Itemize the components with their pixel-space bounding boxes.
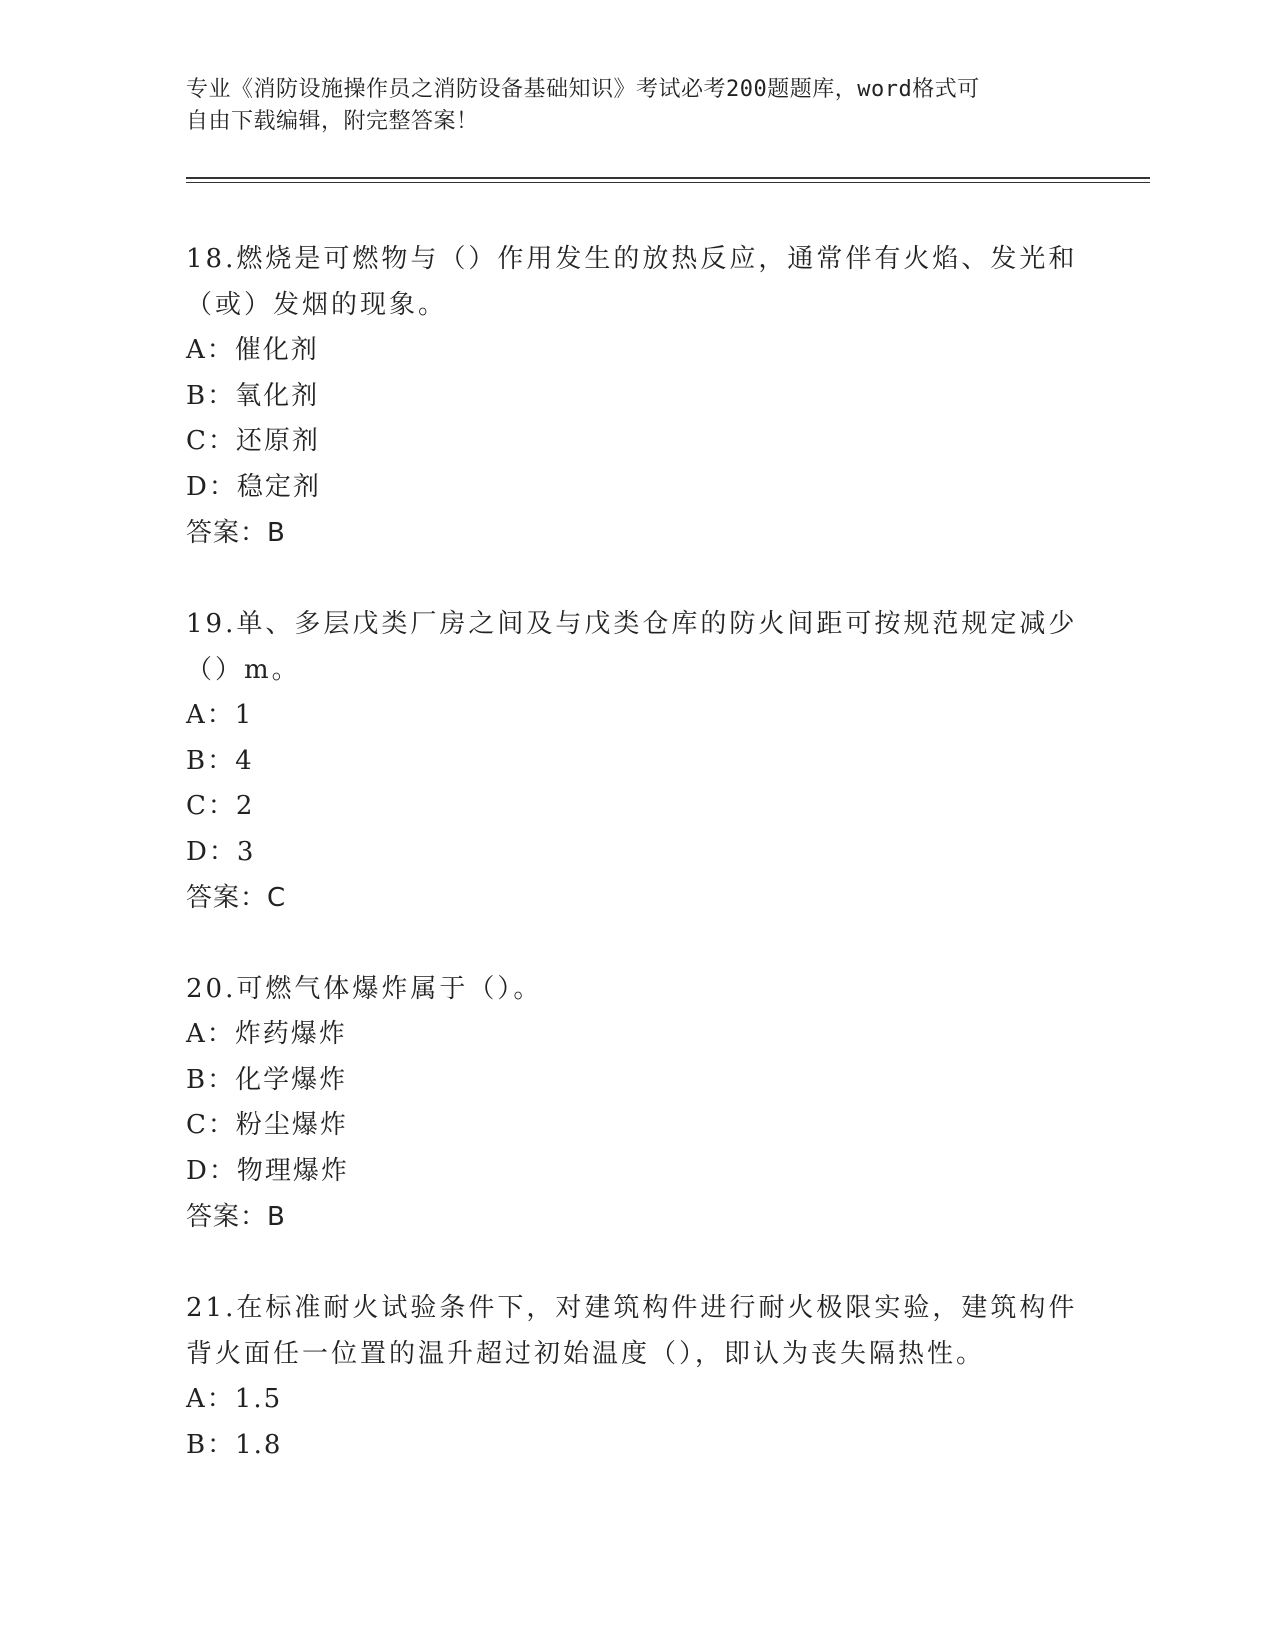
option-a: A：催化剂 [186, 335, 319, 365]
option-a: A：炸药爆炸 [186, 1019, 347, 1049]
option-c: C：粉尘爆炸 [186, 1110, 348, 1140]
option-a: A：1 [186, 700, 254, 730]
option-c: C：2 [186, 791, 255, 821]
question-block-21 [186, 1285, 1086, 1468]
header-divider-thin [186, 182, 1150, 183]
option-c: C：还原剂 [186, 426, 320, 456]
question-text: 19.单、多层戊类厂房之间及与戊类仓库的防火间距可按规范规定减少（）m。 [186, 609, 1078, 685]
option-d: D：物理爆炸 [186, 1155, 349, 1186]
answer-line: 答案：B [186, 1202, 286, 1232]
answer-line: 答案：C [186, 883, 287, 913]
option-d: D：3 [186, 836, 256, 867]
question-list [186, 236, 1086, 1513]
option-b: B：化学爆炸 [186, 1064, 348, 1095]
option-b: B：4 [186, 745, 254, 776]
question-block-20 [186, 966, 1086, 1240]
document-header [186, 74, 1066, 138]
question-text: 18.燃烧是可燃物与（）作用发生的放热反应，通常伴有火焰、发光和（或）发烟的现象。 [186, 244, 1078, 320]
question-text: 20.可燃气体爆炸属于（）。 [186, 974, 543, 1004]
header-line-2: 自由下载编辑，附完整答案！ [186, 109, 479, 134]
question-block-18 [186, 236, 1086, 556]
header-divider-thick [186, 177, 1150, 179]
question-text: 21.在标准耐火试验条件下，对建筑构件进行耐火极限实验，建筑构件背火面任一位置的温升超过初始温度（），即认为丧失隔热性。 [186, 1293, 1078, 1369]
option-b: B：氧化剂 [186, 380, 320, 411]
option-b: B：1.8 [186, 1429, 283, 1460]
question-block-19 [186, 601, 1086, 921]
header-line-1: 专业《消防设施操作员之消防设备基础知识》考试必考200题题库，word格式可 [186, 77, 980, 102]
option-a: A：1.5 [186, 1384, 283, 1414]
answer-line: 答案：B [186, 518, 286, 548]
option-d: D：稳定剂 [186, 471, 321, 502]
